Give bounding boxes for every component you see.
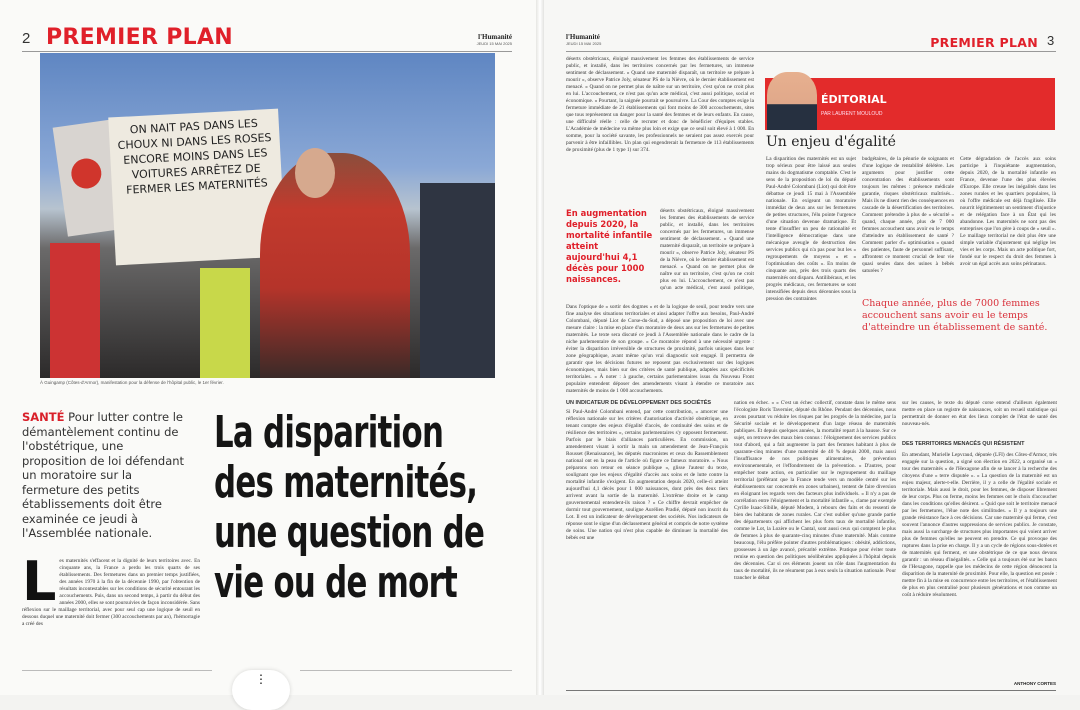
deck-text: Pour lutter contre le démantèlement continu de l'obstétrique, une proposition de loi défendant un moratoire sur la fermeture des petits établissements doit être examinée ce jeudi à l'Assemblée nationale.: [22, 410, 185, 540]
article-column-2: Si Paul-André Colombani entend, par cette contribution, « amorcer une réflexion nationale sur les critères d'autorisation d'activité obstétrique, en tenant compte des enjeux d'égalité d'accès, de continuité des soins et de résilience des territoires », certains parlementaires s'y opposent fermement. Parfois par le biais d'alliances particulières. En commission, un amendement visant à sortir la main un amendement de Jean-François Rousset (Renaissance), les députés macronistes et ceux du Rassemblement national ont en la peau de l'article où figure ce fameux moratoire. « Nous préparons son retour en séance publique », glisse l'auteur du texte, soulignant que les enjeux d'égalité d'accès aux soins et de lutte contre la mortalité infantile s'exigent. En augmentation depuis 2020, celle-ci atteint aujourd'hui 4,1 décès pour 1 000 naissances, dont près des deux tiers arrivent avant la sortie de la maternité. L'extrême droite et le camp gouvernemental entendent-ils raison ? « Ce chiffre devrait empêcher de dormir tout gouvernement, souligne Aurélien Pradié, député non inscrit du Lot. Il est un indicateur de développement des sociétés. Nos indicateurs de réponse sont le signe d'un déclassement général et compris de notre système de soins. Une nation qui n'est plus capable de diminuer la mortalité des bébés est une: [566, 409, 728, 541]
page-gutter: [536, 0, 544, 695]
editorial-column-1: La disparition des maternités est un sujet trop sérieux pour être laissé aux seules mains du dogmatisme comptable. C'est le sens de la proposition de loi du député Paul-André Colombani (Liot) qui doit être débattue ce jeudi 15 mai à l'Assemblée nationale. En exigeant un moratoire immédiat de deux ans sur les fermetures de petites structures, l'élu pointe l'urgence d'une situation devenue dramatique. Et tente d'insuffler un peu de rationalité et l'intelligence démocratique dans une mécanique aveugle de destruction des services publics qui n'a pas pour but les « regroupements de moyens » et « l'optimisation des coûts ». En moins de cinquante ans, près des trois quarts des maternités ont disparu. Antilibéraux, et les progrès médicaux, ces fermetures se sont intensifiées depuis deux décennies sous la pression des contraintes: [766, 156, 856, 302]
issue-date: JEUDI 15 MAI 2025: [476, 41, 512, 46]
footer-rule: [300, 670, 512, 671]
footer-rule: [566, 690, 1056, 691]
vertical-ellipsis-icon: ⋮: [255, 672, 267, 686]
protest-photo: [40, 53, 495, 378]
photo-caption: À Guingamp (Côtes-d'Armor), manifestation pour la défense de l'hôpital public, le 1er février.: [40, 380, 224, 385]
page-number: 3: [1047, 33, 1055, 48]
face: [295, 148, 335, 198]
issue-date: JEUDI 15 MAI 2025: [566, 41, 602, 46]
headline: La disparition des maternités, une question de vie ou de mort: [214, 407, 485, 608]
page-number: 2: [22, 30, 31, 47]
viewer-more-options-button[interactable]: [232, 670, 290, 710]
author-signature: ANTHONY CORTES: [1013, 681, 1056, 686]
subhead: DES TERRITOIRES MENACÉS QUI RÉSISTENT: [902, 441, 1025, 447]
article-intro: [22, 558, 200, 666]
deck-label: SANTÉ: [22, 410, 65, 424]
masthead: [460, 34, 512, 46]
article-column-3: nation en échec. » « C'est un échec collectif, constate dans le même sens l'écologiste Boris Tavernier, député du Rhône. Pendant des décennies, nous avons pourtant vu réduire les risques par les progrès de la médecine, par la Sécurité sociale et le développement d'un large réseau de maternités publiques. Et depuis quelques années, la mortalité repart à la hausse. Sur ce sujet, on retrouve des maux bien connus : l'éloignement des services publics tout d'abord, qui a fait augmenter la part des femmes habitant à plus de quarante-cinq minutes d'une maternité de 40 % depuis 2000, mais aussi l'insuffisance de nos politiques alimentaires, de prévention environnementale, et l'effondrement de la prévention. » D'autres, pour empêcher toute action, en particulier sur le regroupement du maillage territorial (préférant que la France tende vers un modèle centré sur les établissements sur concentrés en zones urbaines), tentent de faire diversion en éloignant les regards vers des facteurs plus individuels. « Il n'y a pas de corrélation entre l'éloignement et la mortalité infantile », clame par exemple Cyrille Isaac-Sibille, député Modem, à rebours des faits et du ressenti de bien des habitants de zones rurales. Car c'est oublier qu'une grande partie des départements qui affichent les plus forts taux de mortalité infantile, comme le Lot, la Lozère ou le Cantal, sont aussi ceux qui comptent le plus de femmes à plus de quarante-cinq minutes d'une maternité. Mais comme beaucoup, l'élu préfère pointer d'autres problématiques : obésité, addictions, grossesses à un âge avancé, précarité extrême. Pratique pour éviter toute remise en question des politiques néolibérales appliquées à l'hôpital depuis des décennies. Car si ces éléments jouent un rôle dans l'augmentation du taux de mortalité, ils ne résument pas à eux seuls la situation nationale. Pour trancher le débat: [734, 400, 896, 581]
section-rubric: PREMIER PLAN: [930, 35, 1038, 50]
footer-rule: [22, 670, 212, 671]
masthead: [566, 34, 601, 46]
protester-right: [420, 183, 495, 378]
yellow-vest: [200, 268, 250, 378]
article-column-1-wrap: déserts obstétricaux, éloigné massivement les femmes des établissements de service public, et installé, dans les territoires concernés par les fermetures, un immense sentiment de déclassement. « Quand une maternité disparaît, un territoire se prépare à mourir », observe Patrice Joly, sénateur PS de la Nièvre, où le dernier établissement est menacé. « Quand on ne permet plus de naître sur un territoire, c'est qu'on ne croit plus en lui. L'accouchement, ce n'est pas qu'un acte médical, c'est aussi politique,: [660, 208, 754, 291]
editorial-banner: [765, 78, 1055, 130]
article-column-4: sur les causes, le texte du député corse entend d'ailleurs également mettre en place un registre de naissances, soit un recueil statistique qui permettrait de donner en état des lieux complet de l'état de santé des nouveau-nés.: [902, 400, 1057, 427]
drop-cap: L: [22, 558, 57, 613]
editorial-column-2: budgétaires, de la pénurie de soignants et d'une logique de rentabilité délétère. Les arguments pour justifier cette concentration des établissements sont toujours les mêmes : présence médicale garantie, risques obstétricaux maîtrisés... Mais ils ne disent rien des conséquences en cascade de la désertification des territoires. Comment prétendre à plus de « sécurité » quand, chaque année, plus de 7 000 femmes accouchent sans avoir eu le temps d'atteindre un établissement de santé ? Comment parler d'« optimisation » quand des patientes, faute de personnel suffisant, affrontent ce moment crucial de leur vie quasi seules dans des usines à bébés saturées ?: [862, 156, 954, 274]
protest-sign: ON NAIT PAS DANS LES CHOUX NI DANS LES ROSES ENCORE MOINS DANS LES VOITURES ARRÊTEZ DE FERMER LES MATERNITÉS: [108, 109, 286, 266]
editorial-byline: PAR LAURENT MOULOUD: [821, 111, 883, 117]
editorial-red-quote: Chaque année, plus de 7000 femmes accouchent sans avoir eu le temps d'atteindre un établissement de santé.: [862, 298, 1048, 333]
masthead-logo: l'Humanité: [478, 33, 512, 41]
masthead-logo: l'Humanité: [566, 33, 600, 41]
pull-quote: En augmentation depuis 2020, la mortalité infantile atteint aujourd'hui 4,1 décès pour 1000 naissances.: [566, 208, 653, 284]
editorial-title: Un enjeu d'égalité: [766, 134, 896, 150]
article-column-1: déserts obstétricaux, éloigné massivement les femmes des établissements de service public, et installé, dans les territoires concernés par les fermetures, un immense sentiment de déclassement. « Quand une maternité disparaît, un territoire se prépare à mourir », observe Patrice Joly, sénateur PS de la Nièvre, où le dernier établissement est menacé. « Quand on ne permet plus de naître sur un territoire, c'est qu'on ne croit plus en lui. L'accouchement, ce n'est pas qu'un acte médical, c'est aussi politique, social et économique. » Pourtant, la saignée pourrait se poursuivre. La Cour des comptes exige la fermeture immédiate de 21 établissements qui font moins de 300 accouchements, sites que tous représentent un danger pour la santé des femmes et de leurs enfants. En cause, une difficulté réelle : celle de recruter et donc de bénéficier d'équipes stables. L'Académie de médecine va même plus loin et exige que ce seuil soit élevé à 1 000. En somme, pour la société savante, les professionnels ne seraient pas assez exercés pour parvenir à être infaillibles. Un plan qui engendrerait la fermeture de 113 établissements de proximité (plus de 1 type 1) sur 374.: [566, 56, 754, 153]
article-column-4b: En attendant, Murielle Lepvraud, députée (LFI) des Côtes-d'Armor, très engagée sur la question, a signé son élection en 2022, a organisé un « tour des maternités » de l'Hexagone afin de se lancer à la recherche des citoyens d'une « terre disputée ». « La question de la maternité est un enjeu majeur, alerte-t-elle. Derrière, il y a celle de l'égalité sociale et territoriale. Mais aussi le droit, pour les femmes, de disposer librement de leur corps. Plus on ferme, moins les femmes ont le choix d'accoucher dans les conditions qu'elles désirent. » Quid que soit le territoire menacé par les fermetures, l'élue note des similitudes. « Il y a toujours une grande résistance face à ces décisions. Car une maternité qui ferme, c'est souvent l'annonce d'autres suppressions de services publics. Je constate, mais aussi la surcharge de structures plus importantes qui voient arriver plus de femmes qu'elles ne peuvent en prendre. Ce qui provoque des ruptures dans la prise en charge. Il y a un cycle de régions sous-dotées et de maternités qui ferment, et une obstétrique de ce que nous devons garantir : un réseau d'inégalités. » Celle qui a toujours été sur les bancs de l'Hexagone, rappelle que les médecins de cette région dénoncent la disparition de la maternité de proximité. Pour elle, la question est posée : mettre fin à la mise en concurrence entre les territoires, et l'établissement de plus en plus centralisé pour plusieurs générations et non comme un coût à réduire résolument.: [902, 452, 1057, 598]
editorial-column-3: Cette dégradation de l'accès aux soins participe à l'inquiétante augmentation, depuis 2020, de la mortalité infantile en France, devenue l'une des plus élevées d'Europe. Elle creuse les inégalités dans les zones rurales et les quartiers populaires, là où l'offre médicale est déjà fragilisée. Elle nourrit légitimement un sentiment d'injustice et de relégation face à un État qui les abandonne. Les maternités ne sont pas des entreprises que l'on gère à coups de « seuil ». Le maillage territorial ne doit plus être une simple variable d'ajustement qui néglige les vies et les corps. Mais un acte politique fort, fondé sur le respect du droit des femmes à avoir un égal accès aux soins périnataux.: [960, 156, 1056, 267]
protester-left: [50, 243, 100, 378]
article-column-1b: Dans l'optique de « sortir des dogmes » et de la logique de seuil, pour tendre vers une fine analyse des situations territoriales et ainsi adapter l'offre aux besoins, Paul-André Colombani, député Liot de Corse-du-Sud, a déposé une proposition de loi avec une mesure claire : la mise en place d'un moratoire de deux ans sur les fermetures de petites maternités. Le texte sera discuté ce jeudi à l'Assemblée nationale dans le cadre de la niche parlementaire de son groupe. « Ce moratoire répond à une nécessité urgente : éviter la disparition irréversible de structures de proximité, parfois uniques dans leur zone géographique, avant même qu'un vrai diagnostic soit engagé. Il permettra de garantir que les décisions futures ne reposent pas exclusivement sur des logiques économiques, mais bien sur des critères de santé publique, adaptées aux spécificités territoriales. » À noter : à gauche, certains parlementaires issus du Nouveau Front populaire entendent déposer des amendements visant à étendre ce moratoire aux maternités de moins de 1 000 accouchements.: [566, 304, 754, 394]
header-rule: [22, 51, 512, 52]
author-portrait: [767, 72, 817, 130]
subhead: UN INDICATEUR DE DÉVELOPPEMENT DES SOCIÉTÉS: [566, 400, 712, 406]
header-rule: [566, 51, 1056, 52]
section-rubric: PREMIER PLAN: [46, 25, 233, 50]
intro-text: es maternités s'effacent et la dignité de leurs territoires avec. En cinquante ans, la France a perdu les trois quarts de ses établissements. Des fermetures dans un premier temps justifiées, des années 1970 à la fin de la décennie 1990, par l'obtention de résultats incontestables sur les conditions de sécurité entourant les accouchements. Puis, dans un second temps, à partir du début des années 2000, elles se sont poursuivies de façon inconsidérée. Sans réflexion sur le maillage territorial, avec pour seul cap une logique de seuil en dessous duquel une maternité doit fermer (300 accouchements par an), l'hémorragie a créé des: [22, 558, 200, 627]
woman-in-red-coat: [260, 153, 410, 378]
editorial-label: ÉDITORIAL: [821, 93, 887, 106]
deck: [22, 410, 187, 541]
